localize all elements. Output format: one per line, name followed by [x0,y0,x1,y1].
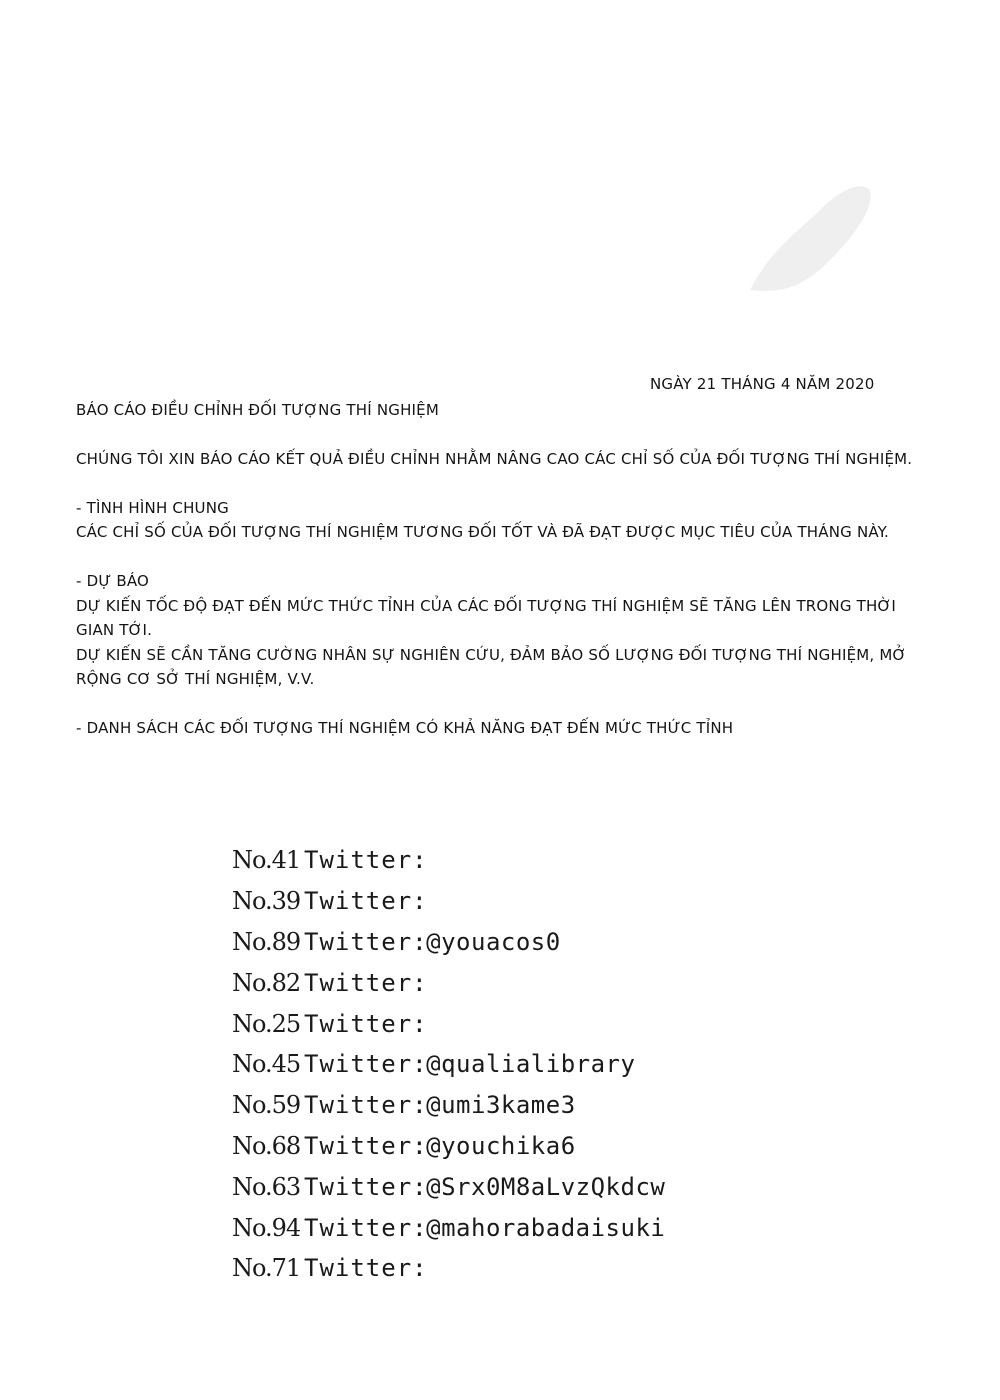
subject-number: No.45 [232,1050,301,1079]
label-separator: : [412,927,427,956]
label-separator: : [412,1050,427,1079]
report-title: BÁO CÁO ĐIỀU CHỈNH ĐỐI TƯỢNG THÍ NGHIỆM [76,401,439,419]
label-separator: : [412,887,427,916]
subject-number: No.89 [232,927,301,956]
list-item [232,962,665,1003]
twitter-label: Twitter [304,1213,413,1242]
subject-list [232,840,665,1289]
list-item [232,840,665,881]
label-separator: : [412,1254,427,1283]
report-intro: CHÚNG TÔI XIN BÁO CÁO KẾT QUẢ ĐIỀU CHỈNH NHẰM NÂNG CAO CÁC CHỈ SỐ CỦA ĐỐI TƯỢNG THÍ NGHIỆM. [76,450,913,468]
subject-number: No.94 [232,1213,301,1242]
twitter-handle: @youchika6 [426,1131,576,1160]
label-separator: : [412,846,427,875]
list-item [232,1003,665,1044]
twitter-label: Twitter [304,1050,413,1079]
subject-list-heading: - DANH SÁCH CÁC ĐỐI TƯỢNG THÍ NGHIỆM CÓ KHẢ NĂNG ĐẠT ĐẾN MỨC THỨC TỈNH [76,719,734,737]
label-separator: : [412,1131,427,1160]
forecast-line-3: DỰ KIẾN SẼ CẦN TĂNG CƯỜNG NHÂN SỰ NGHIÊN CỨU, ĐẢM BẢO SỐ LƯỢNG ĐỐI TƯỢNG THÍ NGHIỆM, MỞ [76,646,907,664]
twitter-handle: @umi3kame3 [426,1091,576,1120]
list-item [232,1085,665,1126]
forecast-heading: - DỰ BÁO [76,572,150,590]
forecast-line-2: GIAN TỚI. [76,621,153,639]
forecast-line-1: DỰ KIẾN TỐC ĐỘ ĐẠT ĐẾN MỨC THỨC TỈNH CỦA CÁC ĐỐI TƯỢNG THÍ NGHIỆM SẼ TĂNG LÊN TRONG THỜI [76,597,897,615]
subject-number: No.25 [232,1009,301,1038]
list-item [232,1166,665,1207]
subject-number: No.63 [232,1172,301,1201]
twitter-label: Twitter [304,1091,413,1120]
twitter-label: Twitter [304,1254,413,1283]
report-date: NGÀY 21 THÁNG 4 NĂM 2020 [650,375,875,393]
label-separator: : [412,968,427,997]
twitter-label: Twitter [304,1009,413,1038]
list-item [232,881,665,922]
subject-number: No.82 [232,968,301,997]
faint-watermark-shape [730,170,880,300]
forecast-line-4: RỘNG CƠ SỞ THÍ NGHIỆM, V.V. [76,670,315,688]
label-separator: : [412,1172,427,1201]
label-separator: : [412,1091,427,1120]
general-heading: - TÌNH HÌNH CHUNG [76,499,229,517]
subject-number: No.68 [232,1131,301,1160]
twitter-handle: @Srx0M8aLvzQkdcw [426,1172,666,1201]
list-item [232,1248,665,1289]
subject-number: No.41 [232,846,301,875]
subject-number: No.59 [232,1091,301,1120]
label-separator: : [412,1009,427,1038]
twitter-label: Twitter [304,887,413,916]
list-item [232,922,665,963]
twitter-label: Twitter [304,927,413,956]
subject-number: No.39 [232,887,301,916]
twitter-label: Twitter [304,846,413,875]
twitter-handle: @qualialibrary [426,1050,636,1079]
twitter-label: Twitter [304,968,413,997]
list-item [232,1044,665,1085]
subject-number: No.71 [232,1254,301,1283]
twitter-handle: @mahorabadaisuki [426,1213,666,1242]
twitter-label: Twitter [304,1172,413,1201]
list-item [232,1207,665,1248]
twitter-handle: @youacos0 [426,927,561,956]
list-item [232,1126,665,1167]
twitter-label: Twitter [304,1131,413,1160]
label-separator: : [412,1213,427,1242]
general-text: CÁC CHỈ SỐ CỦA ĐỐI TƯỢNG THÍ NGHIỆM TƯƠNG ĐỐI TỐT VÀ ĐÃ ĐẠT ĐƯỢC MỤC TIÊU CỦA THÁNG NÀY. [76,523,889,541]
